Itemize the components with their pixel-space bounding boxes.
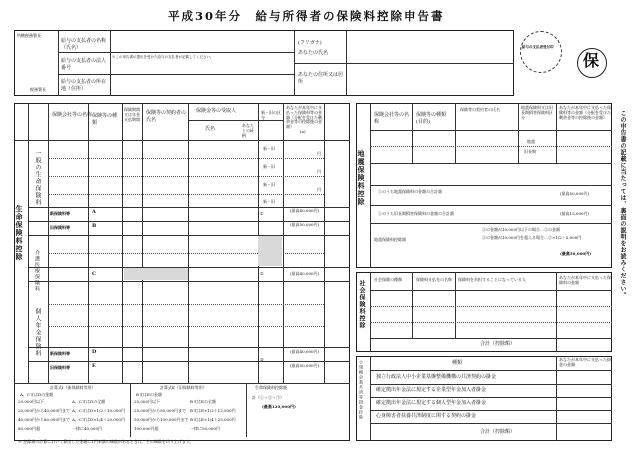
old-label-b: 旧保険料等: [50, 225, 70, 230]
social-col-payee: 保険料支払先の名称: [416, 277, 452, 282]
sb-col-amount: あなたが本年中に支払った掛金の金額: [559, 357, 611, 367]
page-title: 平成30年分 給与所得者の保険料控除申告書: [168, 9, 445, 23]
general-label: 一般の生命保険料: [34, 150, 41, 206]
social-section-label: 社会保険料控除: [358, 280, 365, 329]
formula-2-value: B又はE×1/4＋25,000円: [190, 417, 236, 422]
col-amount: あなたが本年中に支払った保険料等の金額（分配を受けた剰余金等の控除後の金額）: [286, 105, 322, 130]
max-40000-d: (最高40,000円): [290, 349, 320, 354]
sb-col-type: 種類: [452, 360, 463, 366]
stamp-text: 保: [583, 51, 600, 70]
formula-2-value: B又はE×1/2＋12,500円: [190, 408, 236, 413]
sb-row-label: 独立行政法人中小企業基盤整備機構の共済契約の掛金: [376, 374, 497, 380]
formula-2-range: 25,000円から50,000円まで: [134, 408, 186, 413]
address-label: あなたの住所又は居所: [298, 72, 344, 85]
new-old-2[interactable]: 新・旧: [263, 164, 275, 169]
sb-row-divider: [370, 384, 612, 385]
row-b: B: [92, 223, 97, 229]
formula-1-range: 40,000円から80,000円まで: [18, 417, 70, 422]
receipt-seal-text: 給与の支払者受付印: [522, 45, 554, 49]
payer-number-label: 給与の支払者の法人番号: [61, 58, 107, 71]
shade-c: [124, 268, 188, 280]
eq-line-1: ①のうち地震保険料の金額の合計額: [378, 189, 442, 194]
sb-row-divider: [370, 397, 612, 398]
circle-2: ②: [260, 271, 264, 276]
eq-max-50000b: (最高50,000円): [560, 251, 592, 256]
payer-name-label: 給与の支払者の名称（氏名）: [61, 38, 107, 51]
max-40000-c: (最高40,000円): [290, 271, 320, 276]
circle-3: ③: [260, 357, 264, 362]
col-company: 保険会社等の名称: [52, 112, 93, 118]
tax-office-suffix: 税務署長: [30, 87, 46, 92]
name-input[interactable]: [348, 33, 508, 61]
social-col-amount: あなたが本年中に支払った保険料の金額: [559, 275, 611, 285]
formula-2-value: 一律に50,000円: [190, 426, 220, 431]
earthquake-section-label: 地震保険料控除: [357, 150, 366, 206]
col-recipient-name: 氏名: [205, 126, 216, 132]
sb-row-label: 心身障害者扶養共済制度に関する契約の掛金: [376, 413, 477, 419]
col-period: 保険期間又は年金支払期間: [124, 107, 140, 122]
row-c: C: [92, 271, 96, 277]
eq-rule-1: ②の金額が10,000円以下の場合…②の金額: [482, 227, 560, 232]
payer-number-input[interactable]: [112, 61, 292, 72]
life-total-label: 生命保険料控除額: [255, 385, 287, 390]
eq-rule-2: ②の金額が10,000円を超える場合…②×1/2＋5,000円: [482, 235, 582, 240]
sb-row-divider: [370, 423, 612, 424]
formula-1-range: 20,000円以下: [18, 399, 44, 404]
eq-kind-1[interactable]: 地震: [527, 139, 535, 144]
social-col-bearer: 保険料を負担することになっている人: [458, 277, 526, 282]
address-input[interactable]: [348, 66, 508, 93]
name-label: あなたの氏名: [298, 50, 329, 56]
formula-1-range: 80,000円超: [18, 426, 40, 431]
max-40000-a: (最高40,000円): [290, 208, 320, 213]
eq-max-15000: (最高15,000円): [560, 211, 590, 216]
formula-2-range: 100,000円超: [134, 426, 159, 431]
formula-2-title: 計算式Ⅱ（旧保険料等用）: [160, 385, 207, 390]
eq-max-50000: (最高50,000円): [560, 191, 590, 196]
eq-kind-2[interactable]: 旧長期: [524, 149, 536, 154]
row-d: D: [92, 349, 97, 355]
life-total-max: (最高120,000円): [262, 404, 296, 409]
receipt-seal: [520, 31, 562, 73]
yen-2: 円: [317, 169, 321, 174]
eq-line-2: ①のうち旧長期損害保険料の金額の合計額: [378, 211, 454, 216]
formula-1-value: A、C又はD×1/4＋20,000円: [72, 417, 125, 422]
eq-col-amount: あなたが本年中に支払った保険料等の金額（分配を受けた剰余金等の控除後の金額）: [559, 105, 611, 120]
max-50000-b: (最高50,000円): [290, 222, 320, 227]
life-footnote: ※ 控除額の計算において算出した金額に1円未満の端数があるときは、その端数を切り上げます。: [18, 439, 194, 444]
col-type: 保険等の種類: [92, 113, 118, 126]
new-label-a: 新保険料等: [50, 211, 70, 216]
row-a: A: [92, 209, 96, 215]
payer-name-input[interactable]: [112, 32, 292, 50]
formula-1-value: A、C又はD×1/2＋10,000円: [72, 408, 125, 413]
eq-col-company: 保険会社等の名称: [374, 112, 410, 125]
formula-col-b: B又はEの金額: [136, 392, 162, 397]
yen-1: 円: [317, 151, 321, 156]
col-recipient: 保険金等の受取人: [196, 108, 237, 114]
eq-deduction-label: 地震保険料控除額: [374, 237, 406, 242]
new-label-d: 新保険料等: [50, 351, 70, 356]
formula-1-value: 一律に40,000円: [72, 426, 102, 431]
circle-1: ①: [260, 211, 264, 216]
formula-1-value: A、C又はDの全額: [72, 399, 106, 404]
formula-2-value: B又はEの全額: [190, 399, 216, 404]
sb-row-label: 確定拠出年金法に規定する企業型年金加入者掛金: [376, 387, 487, 393]
old-label-e: 旧保険料等: [50, 365, 70, 370]
formula-1-title: 計算式Ⅰ（新保険料等用）: [50, 385, 96, 390]
new-old-3[interactable]: 新・旧: [263, 182, 275, 187]
formula-2-range: 50,000円から100,000円まで: [134, 417, 189, 422]
col-amount-mark: (a): [300, 129, 306, 134]
eq-col-contractor: 保険等の契約者の氏名: [460, 107, 500, 112]
col-contractor: 保険等の契約者の氏名: [146, 110, 187, 123]
tax-office-label: 所轄税務署長: [17, 33, 41, 38]
shade-care: [258, 236, 282, 266]
col-new-old: 新・旧の区分: [261, 110, 281, 121]
new-old-4[interactable]: 新・旧: [263, 199, 275, 204]
row-e: E: [92, 363, 96, 369]
social-total: 合計（控除額）: [480, 341, 516, 347]
social-col-type: 社会保険の種類: [374, 277, 402, 282]
payer-address-label: 給与の支払者の所在地（住所）: [61, 79, 107, 92]
payer-address-input[interactable]: [112, 76, 292, 94]
eq-col-type: 保険等の種類(目的): [416, 112, 447, 125]
furigana-label: (フリガナ): [298, 40, 322, 46]
new-old-1[interactable]: 新・旧: [263, 146, 275, 151]
formula-2-range: 25,000円以下: [134, 399, 160, 404]
max-50000-e: (最高50,000円): [290, 363, 320, 368]
life-total-formula: 計（①＋②＋③）: [252, 395, 284, 400]
sb-row-divider: [370, 410, 612, 411]
side-note: この申告書の記載に当たっては、裏面の説明をお読みください。: [619, 110, 626, 299]
care-label: 介護医療保険料: [34, 250, 40, 292]
small-business-label: 小規模企業共済等掛金控除: [359, 360, 364, 420]
sb-row-label: 確定拠出年金法に規定する個人型年金加入者掛金: [376, 400, 487, 406]
payer-number-note: ※この申告書の提出を受けた給与の支払者が記載してください。: [112, 55, 214, 59]
formula-col-a: A、C又はDの金額: [20, 392, 54, 397]
col-relation: あなたとの続柄: [242, 123, 254, 138]
eq-col-kind: 地震保険料又は旧長期損害保険料区分: [521, 105, 553, 120]
pension-label: 個人年金保険料: [34, 308, 41, 357]
life-section-label: 生命保険料控除: [15, 205, 24, 261]
formula-1-range: 20,000円から40,000円まで: [18, 408, 70, 413]
sb-total: 合計（控除額）: [480, 429, 516, 435]
yen-3: 円: [317, 187, 321, 192]
